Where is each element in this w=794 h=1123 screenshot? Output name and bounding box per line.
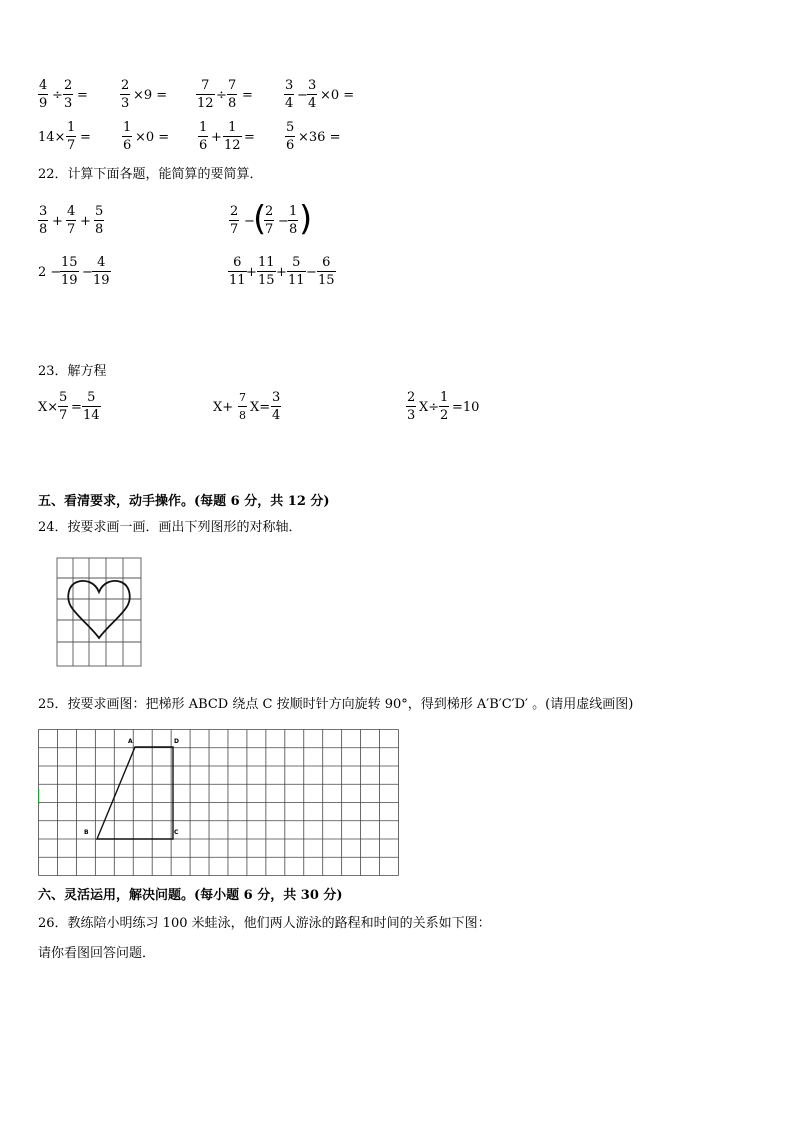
operator: 14× (38, 130, 66, 145)
fraction (196, 78, 215, 111)
denominator: 15 (258, 273, 275, 288)
fraction (66, 204, 76, 237)
denominator: 8 (239, 409, 246, 422)
numerator: 7 (228, 78, 237, 93)
operator: + (80, 214, 91, 229)
numerator: 3 (285, 78, 294, 93)
denominator: 3 (407, 408, 416, 423)
numerator: 3 (272, 390, 281, 405)
left-parenthesis: ( (253, 199, 267, 239)
trapezoid-grid-figure (38, 729, 400, 877)
numerator: 6 (233, 255, 242, 270)
vertex-label-b: B (84, 829, 89, 836)
denominator: 9 (39, 96, 48, 111)
fraction (58, 390, 68, 423)
fraction (94, 204, 104, 237)
fraction (307, 78, 317, 111)
fraction (66, 120, 76, 153)
section-5-heading: 五、看清要求，动手操作。(每题 6 分，共 12 分) (38, 494, 330, 509)
fraction (92, 255, 111, 288)
numerator: 2 (407, 390, 416, 405)
fraction (122, 120, 132, 153)
denominator: 3 (64, 96, 73, 111)
question-22-title: 22．计算下面各题，能简算的要简算． (38, 167, 263, 182)
numerator: 5 (292, 255, 301, 270)
grid-lines (57, 558, 141, 666)
denominator: 4 (285, 96, 294, 111)
operator: − (82, 265, 93, 280)
vertex-label-a: A (128, 738, 133, 745)
heart-grid-figure (55, 555, 145, 670)
fraction (38, 78, 48, 111)
denominator: 6 (286, 138, 295, 153)
denominator: 4 (308, 96, 317, 111)
numerator: 2 (230, 204, 239, 219)
fraction (284, 78, 294, 111)
denominator: 6 (199, 138, 208, 153)
numerator: 11 (258, 255, 275, 270)
equals: = (71, 400, 82, 415)
numerator: 6 (322, 255, 331, 270)
operator: X× (38, 400, 59, 415)
numerator: 4 (39, 78, 48, 93)
vertex-label-c: C (174, 829, 179, 836)
operator: + (211, 130, 222, 145)
operator: 2 − (38, 265, 62, 280)
fraction (223, 120, 242, 153)
numerator: 5 (59, 390, 68, 405)
denominator: 7 (230, 222, 239, 237)
numerator: 1 (67, 120, 76, 135)
operator: X= (250, 400, 271, 415)
fraction (198, 120, 208, 153)
equals: = (80, 130, 91, 145)
fraction (285, 120, 295, 153)
section-6-heading: 六、灵活运用，解决问题。(每小题 6 分，共 30 分) (38, 888, 343, 903)
numerator: 2 (265, 204, 274, 219)
fraction (271, 390, 281, 423)
numerator: 5 (95, 204, 104, 219)
question-23-title: 23．解方程 (38, 364, 107, 379)
fraction (238, 390, 247, 423)
denominator: 3 (121, 96, 130, 111)
numerator: 1 (123, 120, 132, 135)
operator: − (297, 88, 308, 103)
denominator: 11 (229, 273, 246, 288)
numerator: 1 (440, 390, 449, 405)
denominator: 7 (67, 222, 76, 237)
equals: = (77, 88, 88, 103)
operator: − (306, 265, 317, 280)
numerator: 3 (39, 204, 48, 219)
denominator: 19 (93, 273, 110, 288)
fraction (38, 204, 48, 237)
numerator: 7 (239, 391, 246, 404)
denominator: 7 (67, 138, 76, 153)
fraction (257, 255, 276, 288)
operator: − (278, 214, 289, 229)
fraction (63, 78, 73, 111)
operator: ×0 = (135, 130, 170, 145)
denominator: 8 (289, 222, 298, 237)
fraction (120, 78, 130, 111)
fraction (288, 204, 298, 237)
fraction (229, 204, 239, 237)
numerator: 5 (286, 120, 295, 135)
fraction (287, 255, 306, 288)
denominator: 7 (265, 222, 274, 237)
operator: + (246, 265, 257, 280)
operator: ×36 = (298, 130, 341, 145)
question-26-title: 26．教练陪小明练习 100 米蛙泳，他们两人游泳的路程和时间的关系如下图： (38, 916, 491, 931)
denominator: 2 (440, 408, 449, 423)
operator: ×9 = (133, 88, 168, 103)
numerator: 1 (228, 120, 237, 135)
denominator: 6 (123, 138, 132, 153)
operator: ×0 = (320, 88, 355, 103)
operator: + (276, 265, 287, 280)
denominator: 11 (288, 273, 305, 288)
denominator: 8 (228, 96, 237, 111)
operator: + (52, 214, 63, 229)
denominator: 15 (318, 273, 335, 288)
vertex-label-d: D (174, 738, 179, 745)
fraction (60, 255, 79, 288)
denominator: 14 (83, 408, 100, 423)
numerator: 1 (199, 120, 208, 135)
question-24-title: 24．按要求画一画．画出下列图形的对称轴． (38, 520, 302, 535)
fraction (264, 204, 274, 237)
fraction (227, 78, 237, 111)
grid-lines (39, 730, 399, 876)
numerator: 4 (67, 204, 76, 219)
equals: = (244, 130, 255, 145)
denominator: 12 (224, 138, 241, 153)
numerator: 2 (64, 78, 73, 93)
fraction (228, 255, 247, 288)
trapezoid-abcd (97, 747, 173, 839)
numerator: 3 (308, 78, 317, 93)
numerator: 1 (289, 204, 298, 219)
fraction (82, 390, 101, 423)
right-parenthesis: ) (299, 199, 313, 239)
fraction (439, 390, 449, 423)
heart-shape (68, 581, 129, 638)
equals: = (242, 88, 253, 103)
numerator: 7 (201, 78, 210, 93)
fraction (317, 255, 336, 288)
numerator: 15 (61, 255, 78, 270)
denominator: 19 (61, 273, 78, 288)
operator: − (244, 214, 255, 229)
denominator: 8 (95, 222, 104, 237)
operator: ÷ (52, 88, 63, 103)
numerator: 4 (97, 255, 106, 270)
numerator: 2 (121, 78, 130, 93)
denominator: 4 (272, 408, 281, 423)
operator: =10 (452, 400, 480, 415)
fraction (406, 390, 416, 423)
operator: ÷ (216, 88, 227, 103)
denominator: 7 (59, 408, 68, 423)
denominator: 12 (197, 96, 214, 111)
numerator: 5 (87, 390, 96, 405)
operator: X+ (213, 400, 234, 415)
question-26-prompt: 请你看图回答问题． (38, 946, 156, 961)
question-25-title: 25．按要求画图：把梯形 ABCD 绕点 C 按顺时针方向旋转 90°，得到梯形 A′B′C′D′ 。(请用虚线画图) (38, 697, 634, 712)
denominator: 8 (39, 222, 48, 237)
operator: X÷ (419, 400, 440, 415)
